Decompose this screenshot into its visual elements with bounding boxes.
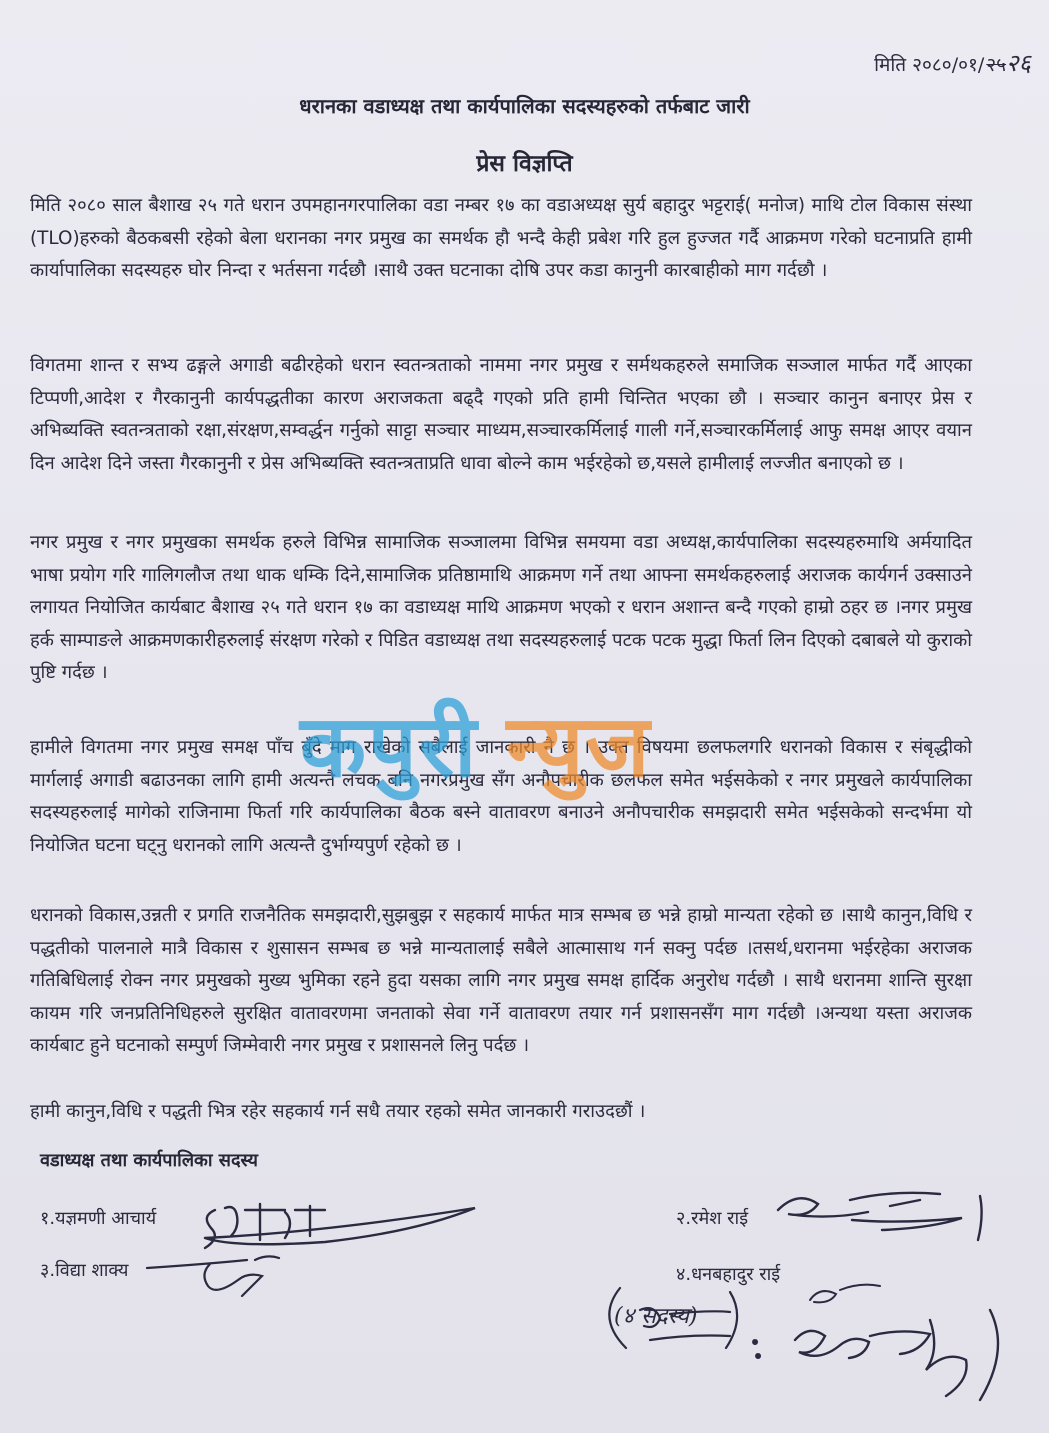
document-heading: धरानका वडाध्यक्ष तथा कार्यपालिका सदस्यहरुको तर्फबाट जारी [299, 94, 750, 118]
paragraph-6: हामी कानुन,विधि र पद्धती भित्र रहेर सहकार्य गर्न सधै तयार रहको समेत जानकारी गराउदछौं । [30, 1101, 646, 1122]
watermark-part1: कपुरी [300, 697, 479, 797]
date-struck: २५ [986, 54, 1007, 76]
signature-3 [145, 1250, 295, 1300]
signatory-2: २.रमेश राई [676, 1208, 749, 1229]
paragraph-5: धरानको विकास,उन्नती र प्रगति राजनैतिक समझदारी,सुझबुझ र सहकार्य मार्फत मात्र सम्भब छ भन्ने हाम्रो मान्यता रहेको छ ।साथै कानुन,विधि र पद्धतीको पालनाले मात्रै विकास र शुसासन सम्भब छ भन्ने मान्यतालाई सबैले आत्मासाथ गर्न सक्नु पर्दछ ।तसर्थ,धरानमा भईरहेका अराजक गतिबिधिलाई रोक्न नगर प्रमुखको मुख्य भुमिका रहने हुदा यसका लागि नगर प्रमुख समक्ष हार्दिक अनुरोध गर्दछौ । साथै धरानमा शान्ति सुरक्षा कायम गरि जनप्रतिनिधिहरुले सुरक्षित वातावरणमा जनताको सेवा गर्ने वातावरण तयार गर्न प्रशासनसँग माग गर्दछौ ।अन्यथा यस्ता अराजक कार्यबाट हुने घटनाको सम्पुर्ण जिम्मेवारी नगर प्रमुख र प्रशासनले लिनु पर्दछ । [30, 905, 972, 1057]
paragraph-1: मिति २०८० साल बैशाख २५ गते धरान उपमहानगरपालिका वडा नम्बर १७ का वडाअध्यक्ष सुर्य बहादुर भट्टराई( मनोज) माथि टोल विकास संस्था (TLO)हरुको बैठकबसी रहेको बेला धरानका नगर प्रमुख का समर्थक हौ भन्दै केही प्रबेश गरि हुल हुज्जत गर्दै आक्रमण गरेको घटनाप्रति हामी कार्यापालिका सदस्यहरु घोर निन्दा र भर्तसना गर्दछौ ।साथै उक्त घटनाका दोषि उपर कडा कानुनी कारबाहीको माग गर्दछौ । [30, 195, 972, 282]
paragraph-4: हामीले विगतमा नगर प्रमुख समक्ष पाँच बुँदे माग राखेको सबैलाई जानकारी नै छ । उक्त विषयमा छलफलगरि धरानको विकास र संबृद्धीको मार्गलाई अगाडी बढाउनका लागि हामी अत्यन्तै लचक बनि नगरप्रमुख सँग अनौपचारीक छलफल समेत भईसकेको र नगर प्रमुखले कार्यपालिका सदस्यहरुलाई मागेको राजिनामा फिर्ता गरि कार्यपालिका बैठक बस्ने वातावरण बनाउने अनौपचारीक समझदारी समेत भईसकेको सन्दर्भमा यो नियोजित घटना घट्नु धरानको लागि अत्यन्तै दुर्भाग्यपुर्ण रहेको छ । [30, 737, 972, 856]
paragraph-3: नगर प्रमुख र नगर प्रमुखका समर्थक हरुले विभिन्न सामाजिक सञ्जालमा विभिन्न समयमा वडा अध्यक्ष,कार्यपालिका सदस्यहरुमाथि अर्मयादित भाषा प्रयोग गरि गालिगलौज तथा धाक धम्कि दिने,सामाजिक प्रतिष्ठामाथि आक्रमण गर्ने तथा आफ्ना समर्थकहरुलाई अराजक कार्यगर्न उक्साउने लगायत नियोजित कार्यबाट बैशाख २५ गते धरान १७ का वडाध्यक्ष माथि आक्रमण भएको र धरान अशान्त बन्दै गएको हाम्रो ठहर छ ।नगर प्रमुख हर्क साम्पाङले आक्रमणकारीहरुलाई संरक्षण गरेको र पिडित वडाध्यक्ष तथा सदस्यहरुलाई पटक पटक मुद्धा फिर्ता लिन दिएको दबाबले यो कुराको पुष्टि गर्दछ । [30, 532, 972, 684]
signatories-heading: वडाध्यक्ष तथा कार्यपालिका सदस्य [40, 1150, 258, 1171]
signatory-4: ४.धनबहादुर राई [676, 1264, 781, 1285]
date-corrected: २६ [1006, 49, 1031, 77]
paragraph-2: विगतमा शान्त र सभ्य ढङ्गले अगाडी बढीरहेको धरान स्वतन्त्रताको नाममा नगर प्रमुख र सर्मथकहरुले समाजिक सञ्जाल मार्फत गर्दै आएका टिप्पणी,आदेश र गैरकानुनी कार्यपद्धतीका कारण अराजकता बढ्दै गएको प्रति हामी चिन्तित भएका छौ । सञ्चार कानुन बनाएर प्रेस र अभिब्यक्ति स्वतन्त्रताको रक्षा,संरक्षण,सम्वर्द्धन गर्नुको साट्टा सञ्चार माध्यम,सञ्चारकर्मिलाई गाली गर्ने,सञ्चारकर्मिलाई आफु समक्ष आएर वयान दिन आदेश दिने जस्ता गैरकानुनी र प्रेस अभिब्यक्ति स्वतन्त्रताप्रति धावा बोल्ने काम भईरहेको छ,यसले हामीलाई लज्जीत बनाएको छ । [30, 355, 972, 474]
signature-2 [770, 1186, 1000, 1256]
handwritten-members-note: (४ सदस्य) [614, 1304, 698, 1329]
signatory-1: १.यज्ञमणी आचार्य [40, 1208, 157, 1229]
document-date [874, 46, 1031, 79]
watermark-part2: न्युज [506, 697, 652, 797]
date-label: मिति २०८०/०१/ [874, 54, 985, 76]
signatory-3: ३.विद्या शाक्य [40, 1260, 129, 1281]
watermark-logo [300, 685, 651, 802]
signature-4 [600, 1270, 1040, 1420]
document-title: प्रेस विज्ञप्ति [476, 151, 573, 177]
